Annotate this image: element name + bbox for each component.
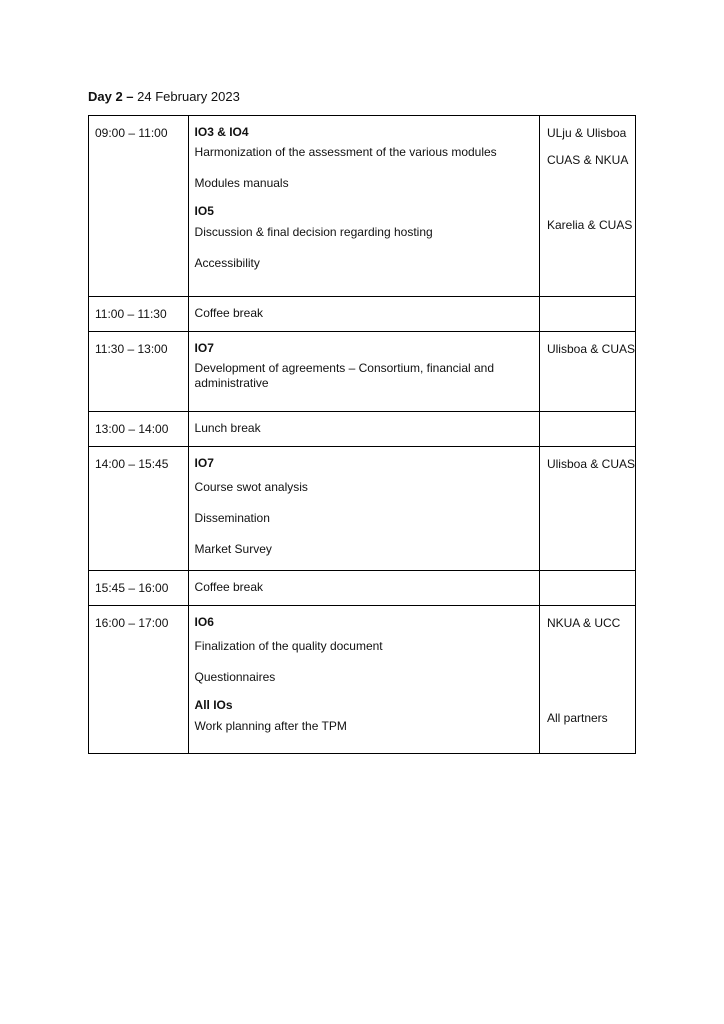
partner-item: NKUA & UCC [546, 616, 621, 630]
activity-item: IO3 & IO4 [194, 125, 249, 139]
activity-item: Questionnaires [194, 670, 276, 684]
partners-cell [539, 571, 635, 606]
activity-item: IO5 [194, 204, 214, 218]
time-cell: 15:45 – 16:00 [89, 571, 189, 606]
partners-cell [539, 447, 635, 571]
activity-item: Work planning after the TPM [194, 719, 347, 733]
partners-cell [539, 606, 635, 754]
activity-item: Coffee break [194, 306, 264, 320]
table-row [89, 116, 636, 297]
agenda-table [88, 115, 636, 754]
table-row [89, 412, 636, 447]
partners-cell [539, 116, 635, 297]
activity-item: Market Survey [194, 542, 272, 556]
partners-cell [539, 332, 635, 412]
table-row [89, 571, 636, 606]
time-cell: 16:00 – 17:00 [89, 606, 189, 754]
activity-item: Dissemination [194, 511, 270, 525]
activity-cell [188, 571, 539, 606]
time-cell: 13:00 – 14:00 [89, 412, 189, 447]
activity-cell [188, 412, 539, 447]
activity-item: Discussion & final decision regarding hosting [194, 225, 433, 239]
partner-item: Karelia & CUAS [546, 218, 633, 232]
activity-cell [188, 332, 539, 412]
time-cell: 14:00 – 15:45 [89, 447, 189, 571]
table-row [89, 606, 636, 754]
activity-item: Finalization of the quality document [194, 639, 383, 653]
activity-cell [188, 606, 539, 754]
activity-item: All IOs [194, 698, 233, 712]
activity-cell [188, 116, 539, 297]
table-row [89, 447, 636, 571]
partners-cell [539, 297, 635, 332]
table-row [89, 297, 636, 332]
partner-item: Ulisboa & CUAS [546, 457, 635, 471]
table-row [89, 332, 636, 412]
time-cell: 11:30 – 13:00 [89, 332, 189, 412]
activity-item: IO6 [194, 615, 214, 629]
activity-item: Harmonization of the assessment of the various modules [194, 145, 497, 159]
partners-cell [539, 412, 635, 447]
heading-day: Day 2 – [88, 89, 134, 104]
time-cell: 11:00 – 11:30 [89, 297, 189, 332]
activity-item: Coffee break [194, 580, 264, 594]
partner-item: All partners [546, 711, 608, 725]
activity-item: Development of agreements – Consortium, financial and administrative [194, 361, 495, 390]
activity-cell [188, 447, 539, 571]
activity-cell [188, 297, 539, 332]
partner-item: ULju & Ulisboa [546, 126, 627, 140]
activity-item: IO7 [194, 456, 214, 470]
heading-date: 24 February 2023 [137, 89, 240, 104]
partner-item: CUAS & NKUA [546, 153, 629, 167]
time-cell: 09:00 – 11:00 [89, 116, 189, 297]
partner-item: Ulisboa & CUAS [546, 342, 635, 356]
activity-item: Accessibility [194, 256, 260, 270]
activity-item: IO7 [194, 341, 214, 355]
activity-item: Course swot analysis [194, 480, 308, 494]
activity-item: Modules manuals [194, 176, 289, 190]
activity-item: Lunch break [194, 421, 261, 435]
page-heading [88, 89, 240, 104]
